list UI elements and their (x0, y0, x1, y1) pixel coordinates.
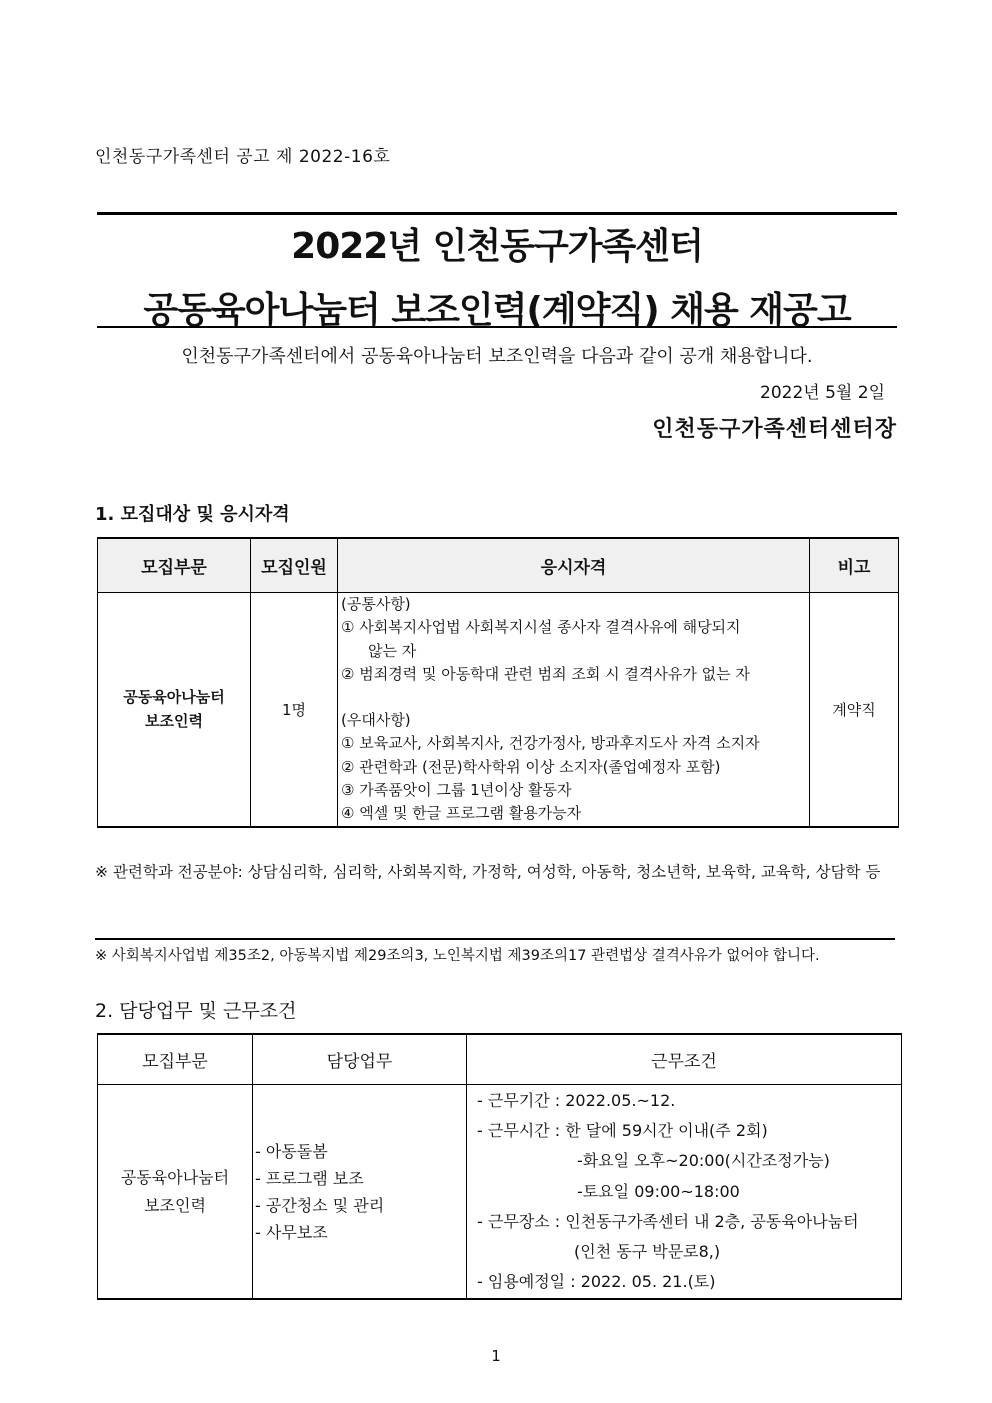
intro-text: 인천동구가족센터에서 공동육아나눔터 보조인력을 다음과 같이 공개 채용합니다. (181, 346, 813, 367)
remark-cell: 계약직 (810, 593, 899, 827)
table-header-row (98, 538, 899, 593)
col-headcount: 모집인원 (251, 538, 338, 593)
table-underline (97, 827, 897, 828)
majors-note: ※ 관련학과 전공분야: 상담심리학, 심리학, 사회복지학, 가정학, 여성학, 아동학, 청소년학, 보육학, 교육학, 상담학 등 (95, 863, 881, 881)
qualification-cell (338, 593, 810, 827)
table-header-row (98, 1034, 902, 1085)
preferred-item: ② 관련학과 (전문)학사학위 이상 소지자(졸업예정자 포함) (341, 757, 721, 776)
work-place: - 근무장소 : 인천동구가족센터 내 2층, 공동육아나눔터 (477, 1211, 859, 1231)
section-2-heading: 2. 담당업무 및 근무조건 (95, 1000, 297, 1022)
conditions-cell (467, 1085, 902, 1300)
duty-item: - 공간청소 및 관리 (255, 1195, 385, 1215)
col-remark: 비고 (810, 538, 899, 593)
law-note: ※ 사회복지사업법 제35조2, 아동복지법 제29조의3, 노인복지법 제39조의17 관련법상 결격사유가 없어야 합니다. (95, 948, 820, 964)
duty-item: - 사무보조 (255, 1222, 328, 1242)
work-address: (인천 동구 박문로8,) (574, 1242, 721, 1262)
department-line-2: 보조인력 (145, 712, 203, 731)
section-1-heading: 1. 모집대상 및 응시자격 (95, 504, 290, 525)
duties-table (97, 1033, 902, 1300)
page-number: 1 (491, 1347, 501, 1365)
preferred-item: ③ 가족품앗이 그룹 1년이상 활동자 (341, 781, 572, 800)
common-item: ② 범죄경력 및 아동학대 관련 범죄 조회 시 결격사유가 없는 자 (341, 664, 750, 683)
common-label: (공통사항) (341, 595, 411, 613)
duty-item: - 아동돌봄 (255, 1141, 328, 1161)
common-item: ① 사회복지사업법 사회복지시설 종사자 결격사유에 해당되지 (341, 618, 741, 637)
work-hours-saturday: -토요일 09:00~18:00 (577, 1181, 740, 1201)
col-qualification: 응시자격 (338, 538, 810, 593)
department-line-1: 공동육아나눔터 (123, 688, 225, 707)
work-period: - 근무기간 : 2022.05.~12. (477, 1091, 676, 1110)
department-line-1: 공동육아나눔터 (120, 1167, 230, 1187)
common-item-continued: 않는 자 (368, 641, 417, 660)
duties-cell (253, 1085, 467, 1300)
title-top-rule (97, 212, 897, 215)
spacer (341, 686, 807, 709)
start-date: - 임용예정일 : 2022. 05. 21.(토) (477, 1272, 716, 1292)
notice-number: 인천동구가족센터 공고 제 2022-16호 (95, 147, 391, 167)
col-conditions: 근무조건 (467, 1034, 902, 1085)
department-line-2: 보조인력 (144, 1195, 206, 1215)
title-bottom-rule (97, 326, 897, 328)
department-cell (98, 1085, 253, 1300)
title-line-2: 공동육아나눔터 보조인력(계약직) 채용 재공고 (143, 290, 851, 331)
work-hours-tuesday: -화요일 오후~20:00(시간조정가능) (577, 1151, 830, 1171)
signer: 인천동구가족센터센터장 (652, 417, 897, 442)
headcount-cell: 1명 (251, 593, 338, 827)
work-hours: - 근무시간 : 한 달에 59시간 이내(주 2회) (477, 1121, 768, 1141)
recruitment-table (97, 537, 899, 828)
col-department: 모집부문 (98, 538, 251, 593)
col-department: 모집부문 (98, 1034, 253, 1085)
title-line-1: 2022년 인천동구가족센터 (291, 226, 703, 267)
table-row (98, 1085, 902, 1300)
department-cell (98, 593, 251, 827)
notice-date: 2022년 5월 2일 (760, 383, 885, 403)
law-note-rule (95, 938, 895, 940)
preferred-item: ④ 엑셀 및 한글 프로그램 활용가능자 (341, 804, 582, 823)
col-duties: 담당업무 (253, 1034, 467, 1085)
duty-item: - 프로그램 보조 (255, 1168, 364, 1188)
preferred-label: (우대사항) (341, 711, 411, 730)
table-row (98, 593, 899, 827)
preferred-item: ① 보육교사, 사회복지사, 건강가정사, 방과후지도사 자격 소지자 (341, 734, 760, 753)
